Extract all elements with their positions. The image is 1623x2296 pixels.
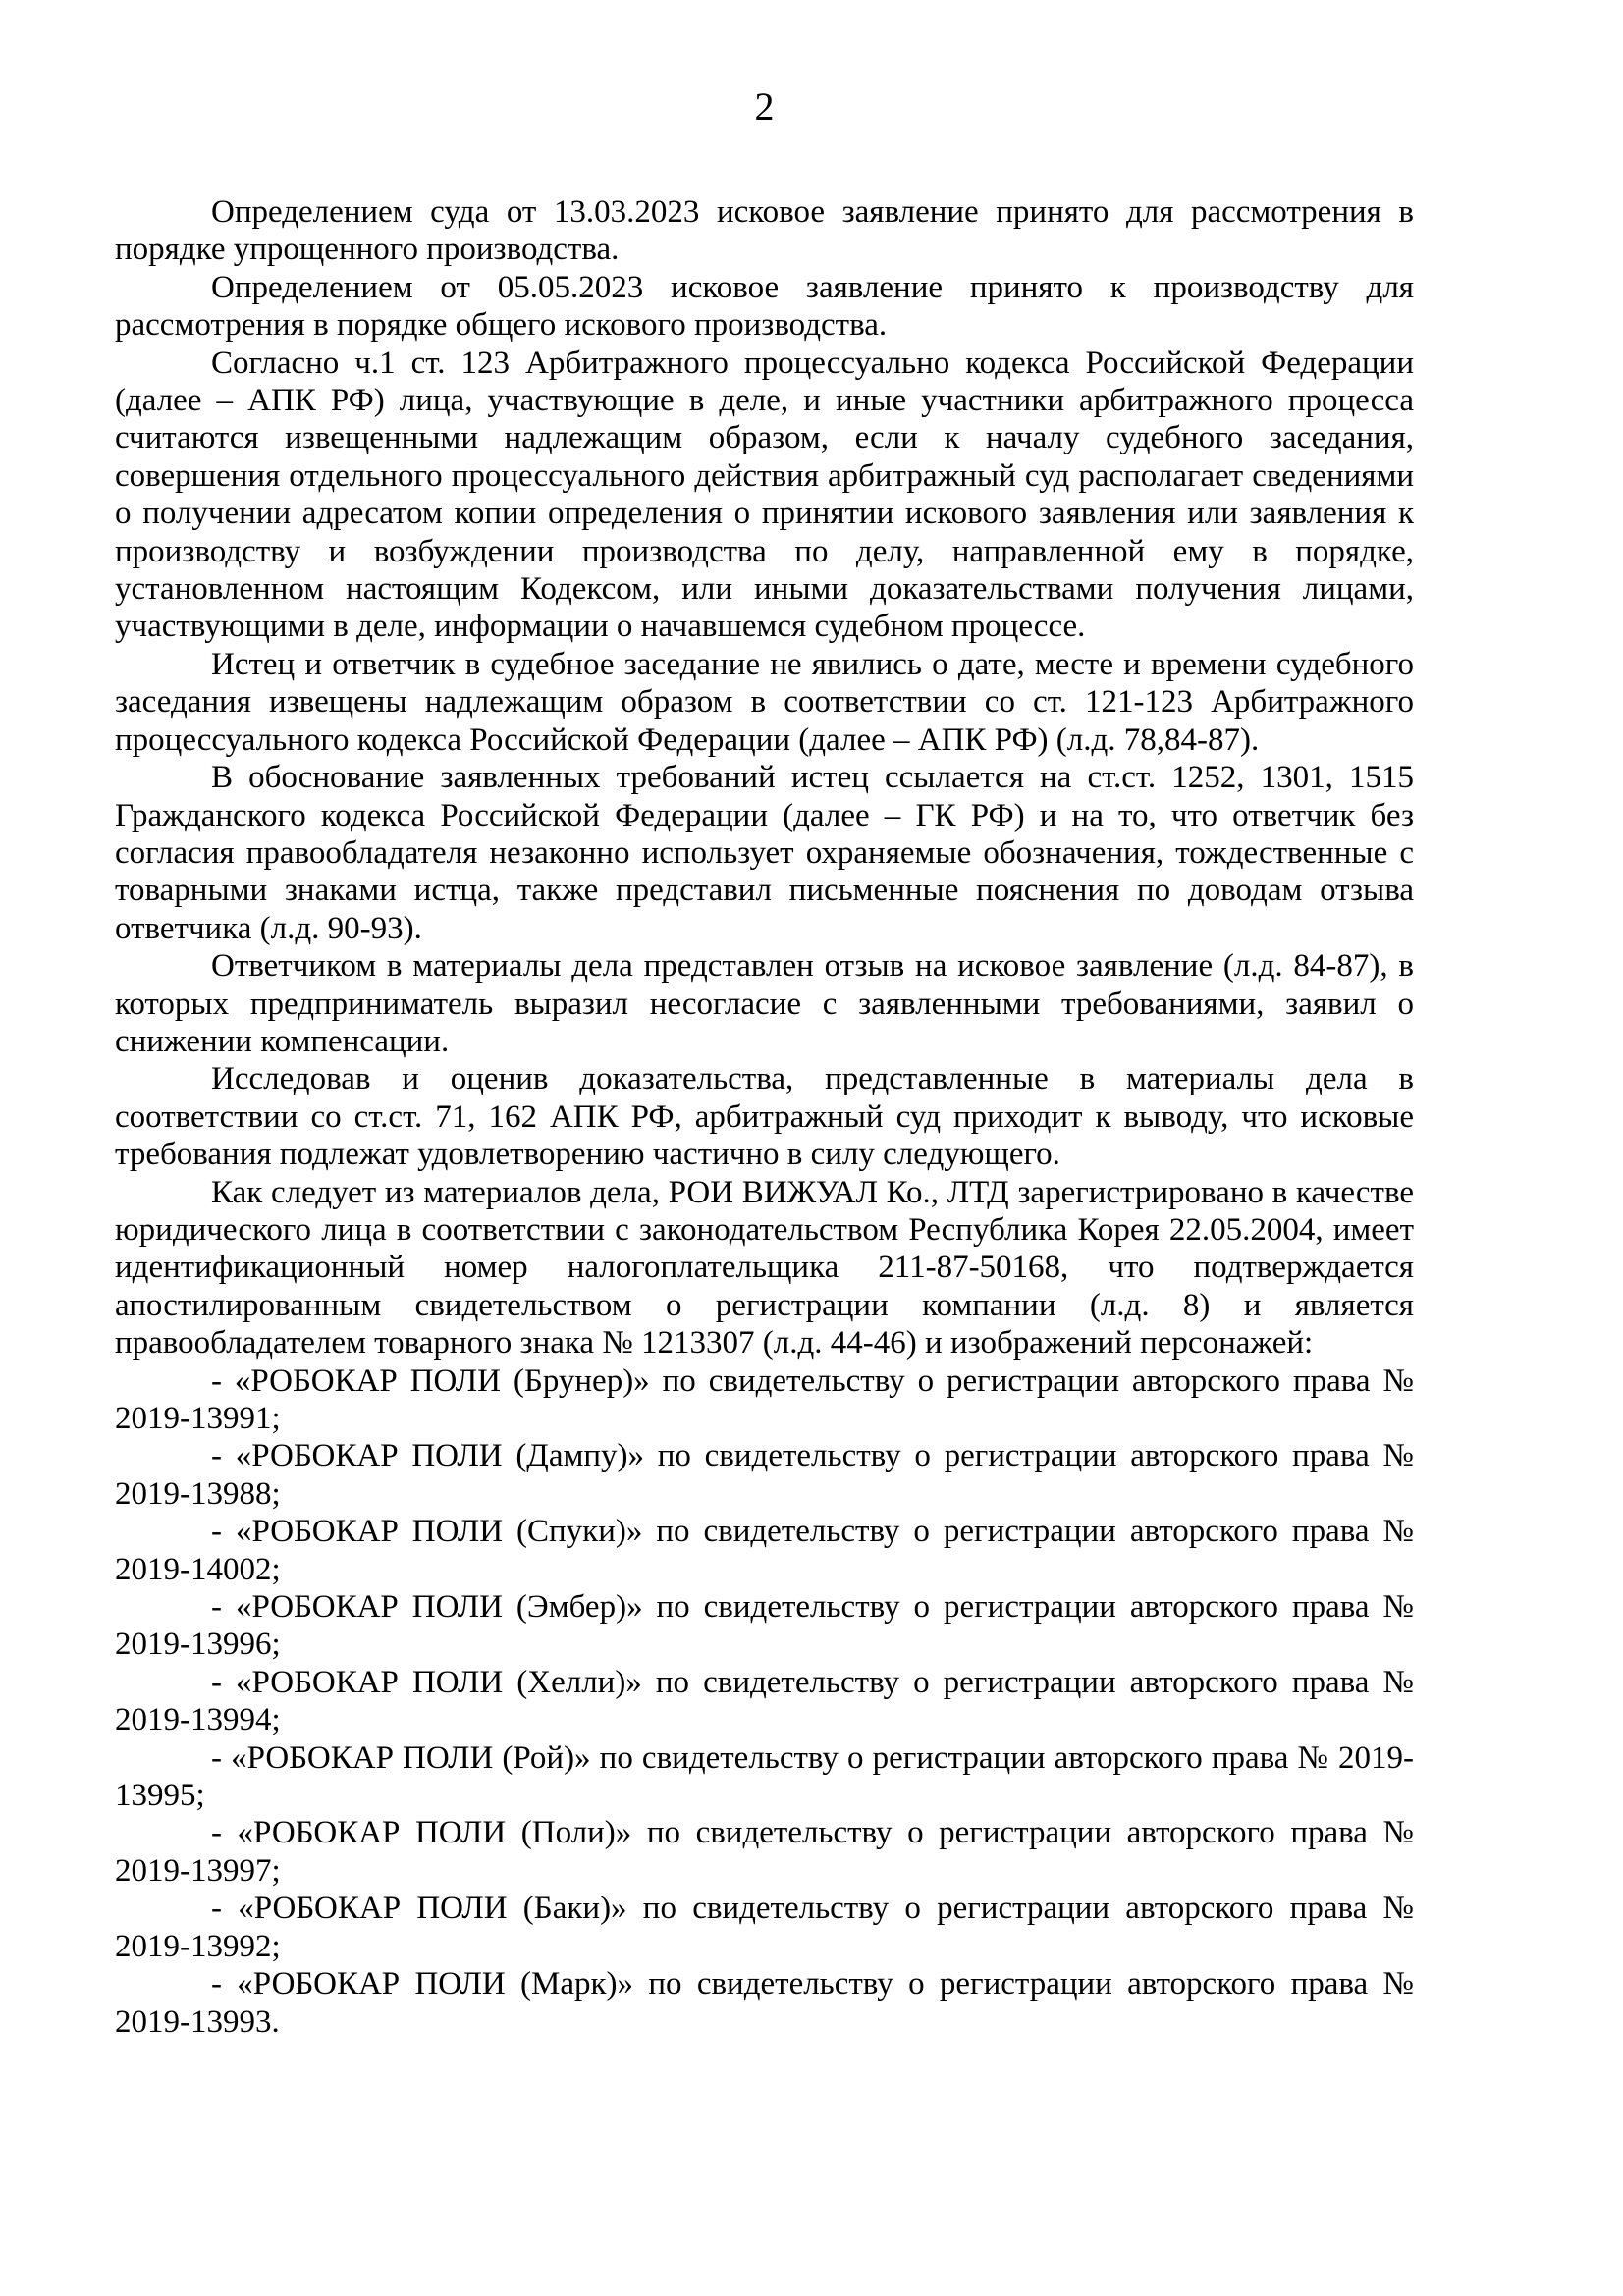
copyright-item-helli: - «РОБОКАР ПОЛИ (Хелли)» по свидетельству о регистрации авторского права № 2019-13994; [115,1664,1414,1738]
paragraph-claim-grounds: В обоснование заявленных требований истец ссылается на ст.ст. 1252, 1301, 1515 Гражданского кодекса Российской Федерации (далее – ГК РФ) и на то, что ответчик без согласия правообладателя незаконно использует охраняемые обозначения, тождественные с товарными знаками истца, также представил письменные пояснения по доводам отзыва ответчика (л.д. 90-93). [115,760,1414,946]
copyright-item-bruner: - «РОБОКАР ПОЛИ (Брунер)» по свидетельству о регистрации авторского права № 2019-13991; [115,1362,1414,1436]
paragraph-ruling-05-05-2023: Определением от 05.05.2023 исковое заявление принято к производству для рассмотрения в порядке общего искового производства. [115,269,1414,344]
copyright-item-dampu: - «РОБОКАР ПОЛИ (Дампу)» по свидетельству о регистрации авторского права № 2019-13988; [115,1438,1414,1512]
copyright-item-spuki: - «РОБОКАР ПОЛИ (Спуки)» по свидетельству о регистрации авторского права № 2019-14002; [115,1514,1414,1587]
copyright-item-baki: - «РОБОКАР ПОЛИ (Баки)» по свидетельству о регистрации авторского права № 2019-13992; [115,1891,1414,1964]
paragraph-court-conclusion: Исследовав и оценив доказательства, представленные в материалы дела в соответствии со ст.ст. 71, 162 АПК РФ, арбитражный суд приходит к выводу, что исковые требования подлежат удовлетворению частично в силу следующего. [115,1061,1414,1173]
copyright-item-poli: - «РОБОКАР ПОЛИ (Поли)» по свидетельству о регистрации авторского права № 2019-13997; [115,1815,1414,1889]
document-body [115,193,1414,2041]
paragraph-roi-visual-registration: Как следует из материалов дела, РОИ ВИЖУАЛ Ко., ЛТД зарегистрировано в качестве юридического лица в соответствии с законодательством Республика Корея 22.05.2004, имеет идентификационный номер налогоплательщика 211-87-50168, что подтверждается апостилированным свидетельством о регистрации компании (л.д. 8) и является правообладателем товарного знака № 1213307 (л.д. 44-46) и изображений персонажей: [115,1174,1414,1362]
copyright-item-mark: - «РОБОКАР ПОЛИ (Марк)» по свидетельству о регистрации авторского права № 2019-13993. [115,1966,1414,2040]
page-number: 2 [754,84,775,129]
paragraph-defendant-response: Ответчиком в материалы дела представлен отзыв на исковое заявление (л.д. 84-87), в которых предприниматель выразил несогласие с заявленными требованиями, заявил о снижении компенсации. [115,948,1414,1059]
copyright-item-ember: - «РОБОКАР ПОЛИ (Эмбер)» по свидетельству о регистрации авторского права № 2019-13996; [115,1589,1414,1663]
paragraph-parties-absence: Истец и ответчик в судебное заседание не явились о дате, месте и времени судебного заседания извещены надлежащим образом в соответствии со ст. 121-123 Арбитражного процессуального кодекса Российской Федерации (далее – АПК РФ) (л.д. 78,84-87). [115,646,1414,758]
paragraph-ruling-13-03-2023: Определением суда от 13.03.2023 исковое заявление принято для рассмотрения в порядке упрощенного производства. [115,194,1414,268]
copyright-item-roy: - «РОБОКАР ПОЛИ (Рой)» по свидетельству о регистрации авторского права № 2019-13995; [115,1739,1414,1814]
paragraph-apk-rf-notice: Согласно ч.1 ст. 123 Арбитражного процессуально кодекса Российской Федерации (далее – АПК РФ) лица, участвующие в деле, и иные участники арбитражного процесса считаются извещенными надлежащим образом, если к началу судебного заседания, совершения отдельного процессуального действия арбитражный суд располагает сведениями о получении адресатом копии определения о принятии искового заявления или заявления к производству и возбуждении производства по делу, направленной ему в порядке, установленном настоящим Кодексом, или иными доказательствами получения лицами, участвующими в деле, информации о начавшемся судебном процессе. [115,345,1414,645]
